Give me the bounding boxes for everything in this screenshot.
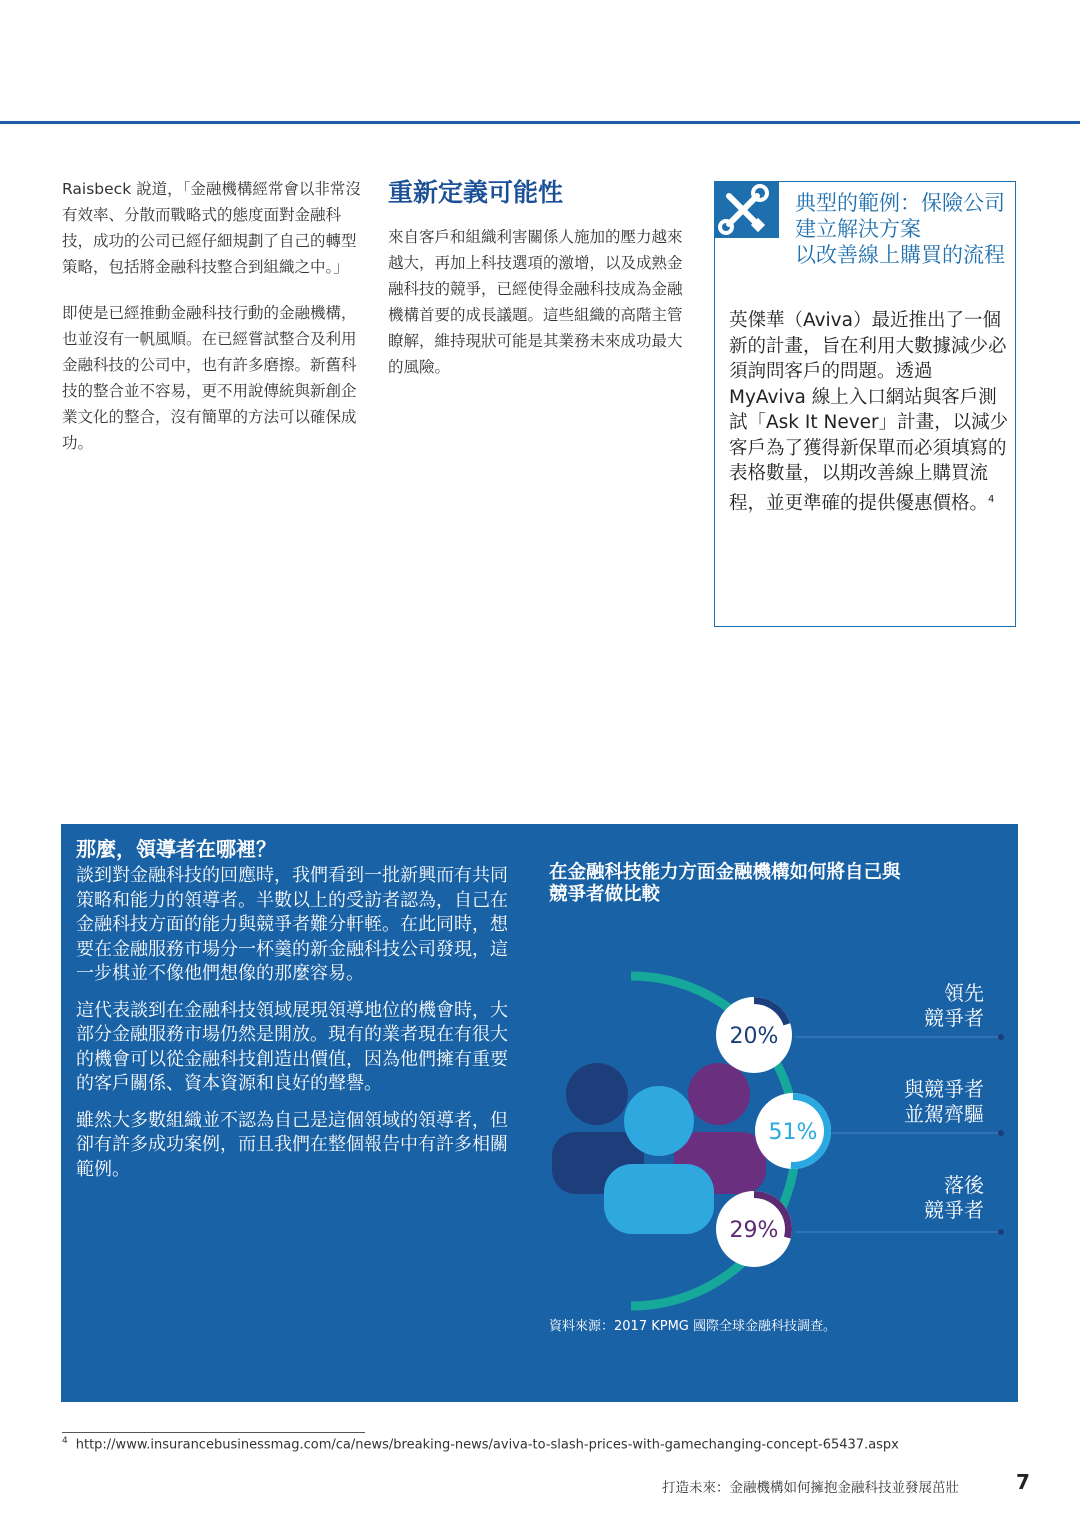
footnote <box>62 1436 899 1452</box>
text-column-left <box>62 176 362 476</box>
category-label-line: 競爭者 <box>924 1198 984 1222</box>
leader-dot <box>998 1034 1004 1040</box>
leader-dot <box>998 1229 1004 1235</box>
footer-title: 打造未來：金融機構如何擁抱金融科技並發展茁壯 <box>662 1480 959 1496</box>
panel-paragraph: 談到對金融科技的回應時，我們看到一批新興而有共同策略和能力的領導者。半數以上的受訪者認為，自己在金融科技方面的能力與競爭者難分軒輊。在此同時，想要在金融服務市場分一杯羹的新金融科技公司發現，這一步棋並不像他們想像的那麼容易。 <box>76 865 508 984</box>
quote-paragraph: Raisbeck 說道，「金融機構經常會以非常沒有效率、分散而戰略式的態度面對金融科技，成功的公司已經仔細規劃了自己的轉型策略，包括將金融科技整合到組織之中。」 <box>62 180 361 276</box>
section-heading: 重新定義可能性 <box>388 178 564 207</box>
footnote-rule <box>62 1432 365 1433</box>
panel-paragraph: 這代表談到在金融科技領域展現領導地位的機會時，大部分金融服務市場仍然是開放。現有的業者現在有很大的機會可以從金融科技創造出價值，因為他們擁有重要的客戶關係、資本資源和良好的聲譽。 <box>76 999 508 1094</box>
panel-paragraph: 雖然大多數組織並不認為自己是這個領域的領導者，但卻有許多成功案例，而且我們在整個報告中有許多相關範例。 <box>76 1109 508 1180</box>
category-label-line: 並駕齊驅 <box>904 1102 984 1126</box>
category-label-behind <box>864 1173 984 1223</box>
category-label-line: 領先 <box>944 981 984 1005</box>
donut-3 <box>716 1191 792 1267</box>
footnote-ref: 4 <box>988 493 995 505</box>
example-body-text: 英傑華（Aviva）最近推出了一個新的計畫，旨在利用大數據減少必須詢問客戶的問題。透過 MyAviva 線上入口網站與客戶測試「Ask It Never」計畫，以減少客戶為了獲得新保單而必須填寫的表格數量，以期改善線上購買流程，並更準確的提供優惠價格。 <box>729 310 1009 514</box>
footnote-link[interactable]: http://www.insurancebusinessmag.com/ca/news/breaking-news/aviva-to-slash-prices-with-gamechanging-concept-65437.aspx <box>75 1437 899 1453</box>
donut-value-label: 29% <box>729 1218 779 1243</box>
page-number: 7 <box>1016 1470 1030 1494</box>
example-title-line: 建立解決方案 <box>795 217 921 241</box>
body-paragraph: 來自客戶和組織利害關係人施加的壓力越來越大，再加上科技選項的激增，以及成熟金融科技的競爭，已經使得金融科技成為金融機構首要的成長議題。這些組織的高階主管瞭解，維持現狀可能是其業務未來成功最大的風險。 <box>388 228 683 376</box>
category-label-line: 落後 <box>944 1173 984 1197</box>
text-column-middle <box>388 176 688 400</box>
example-callout-box <box>714 181 1016 627</box>
category-label-line: 與競爭者 <box>904 1077 984 1101</box>
example-body <box>729 308 1011 516</box>
donut-value-label: 20% <box>729 1024 779 1049</box>
donut-value-label: 51% <box>768 1120 818 1145</box>
example-title <box>795 190 1017 268</box>
body-paragraph: 即使是已經推動金融科技行動的金融機構，也並沒有一帆風順。在已經嘗試整合及利用金融科技的公司中，也有許多磨擦。新舊科技的整合並不容易，更不用說傳統與新創企業文化的整合，沒有簡單的方法可以確保成功。 <box>62 304 357 452</box>
example-title-line: 典型的範例：保險公司 <box>795 191 1005 215</box>
chart-title: 在金融科技能力方面金融機構如何將自己與競爭者做比較 <box>549 862 901 905</box>
leaders-panel <box>61 824 1018 1402</box>
example-title-line: 以改善線上購買的流程 <box>795 243 1005 267</box>
top-rule <box>0 121 1080 124</box>
leader-dot <box>998 1130 1004 1136</box>
category-label-par <box>864 1077 984 1127</box>
donut-1 <box>716 997 792 1073</box>
chart-source: 資料來源：2017 KPMG 國際全球金融科技調查。 <box>549 1319 837 1334</box>
footnote-number: 4 <box>62 1436 68 1446</box>
category-label-line: 競爭者 <box>924 1006 984 1030</box>
donut-2 <box>755 1093 831 1169</box>
tools-icon <box>715 182 779 238</box>
category-label-leading <box>864 981 984 1031</box>
panel-heading: 那麼，領導者在哪裡？ <box>76 837 276 861</box>
